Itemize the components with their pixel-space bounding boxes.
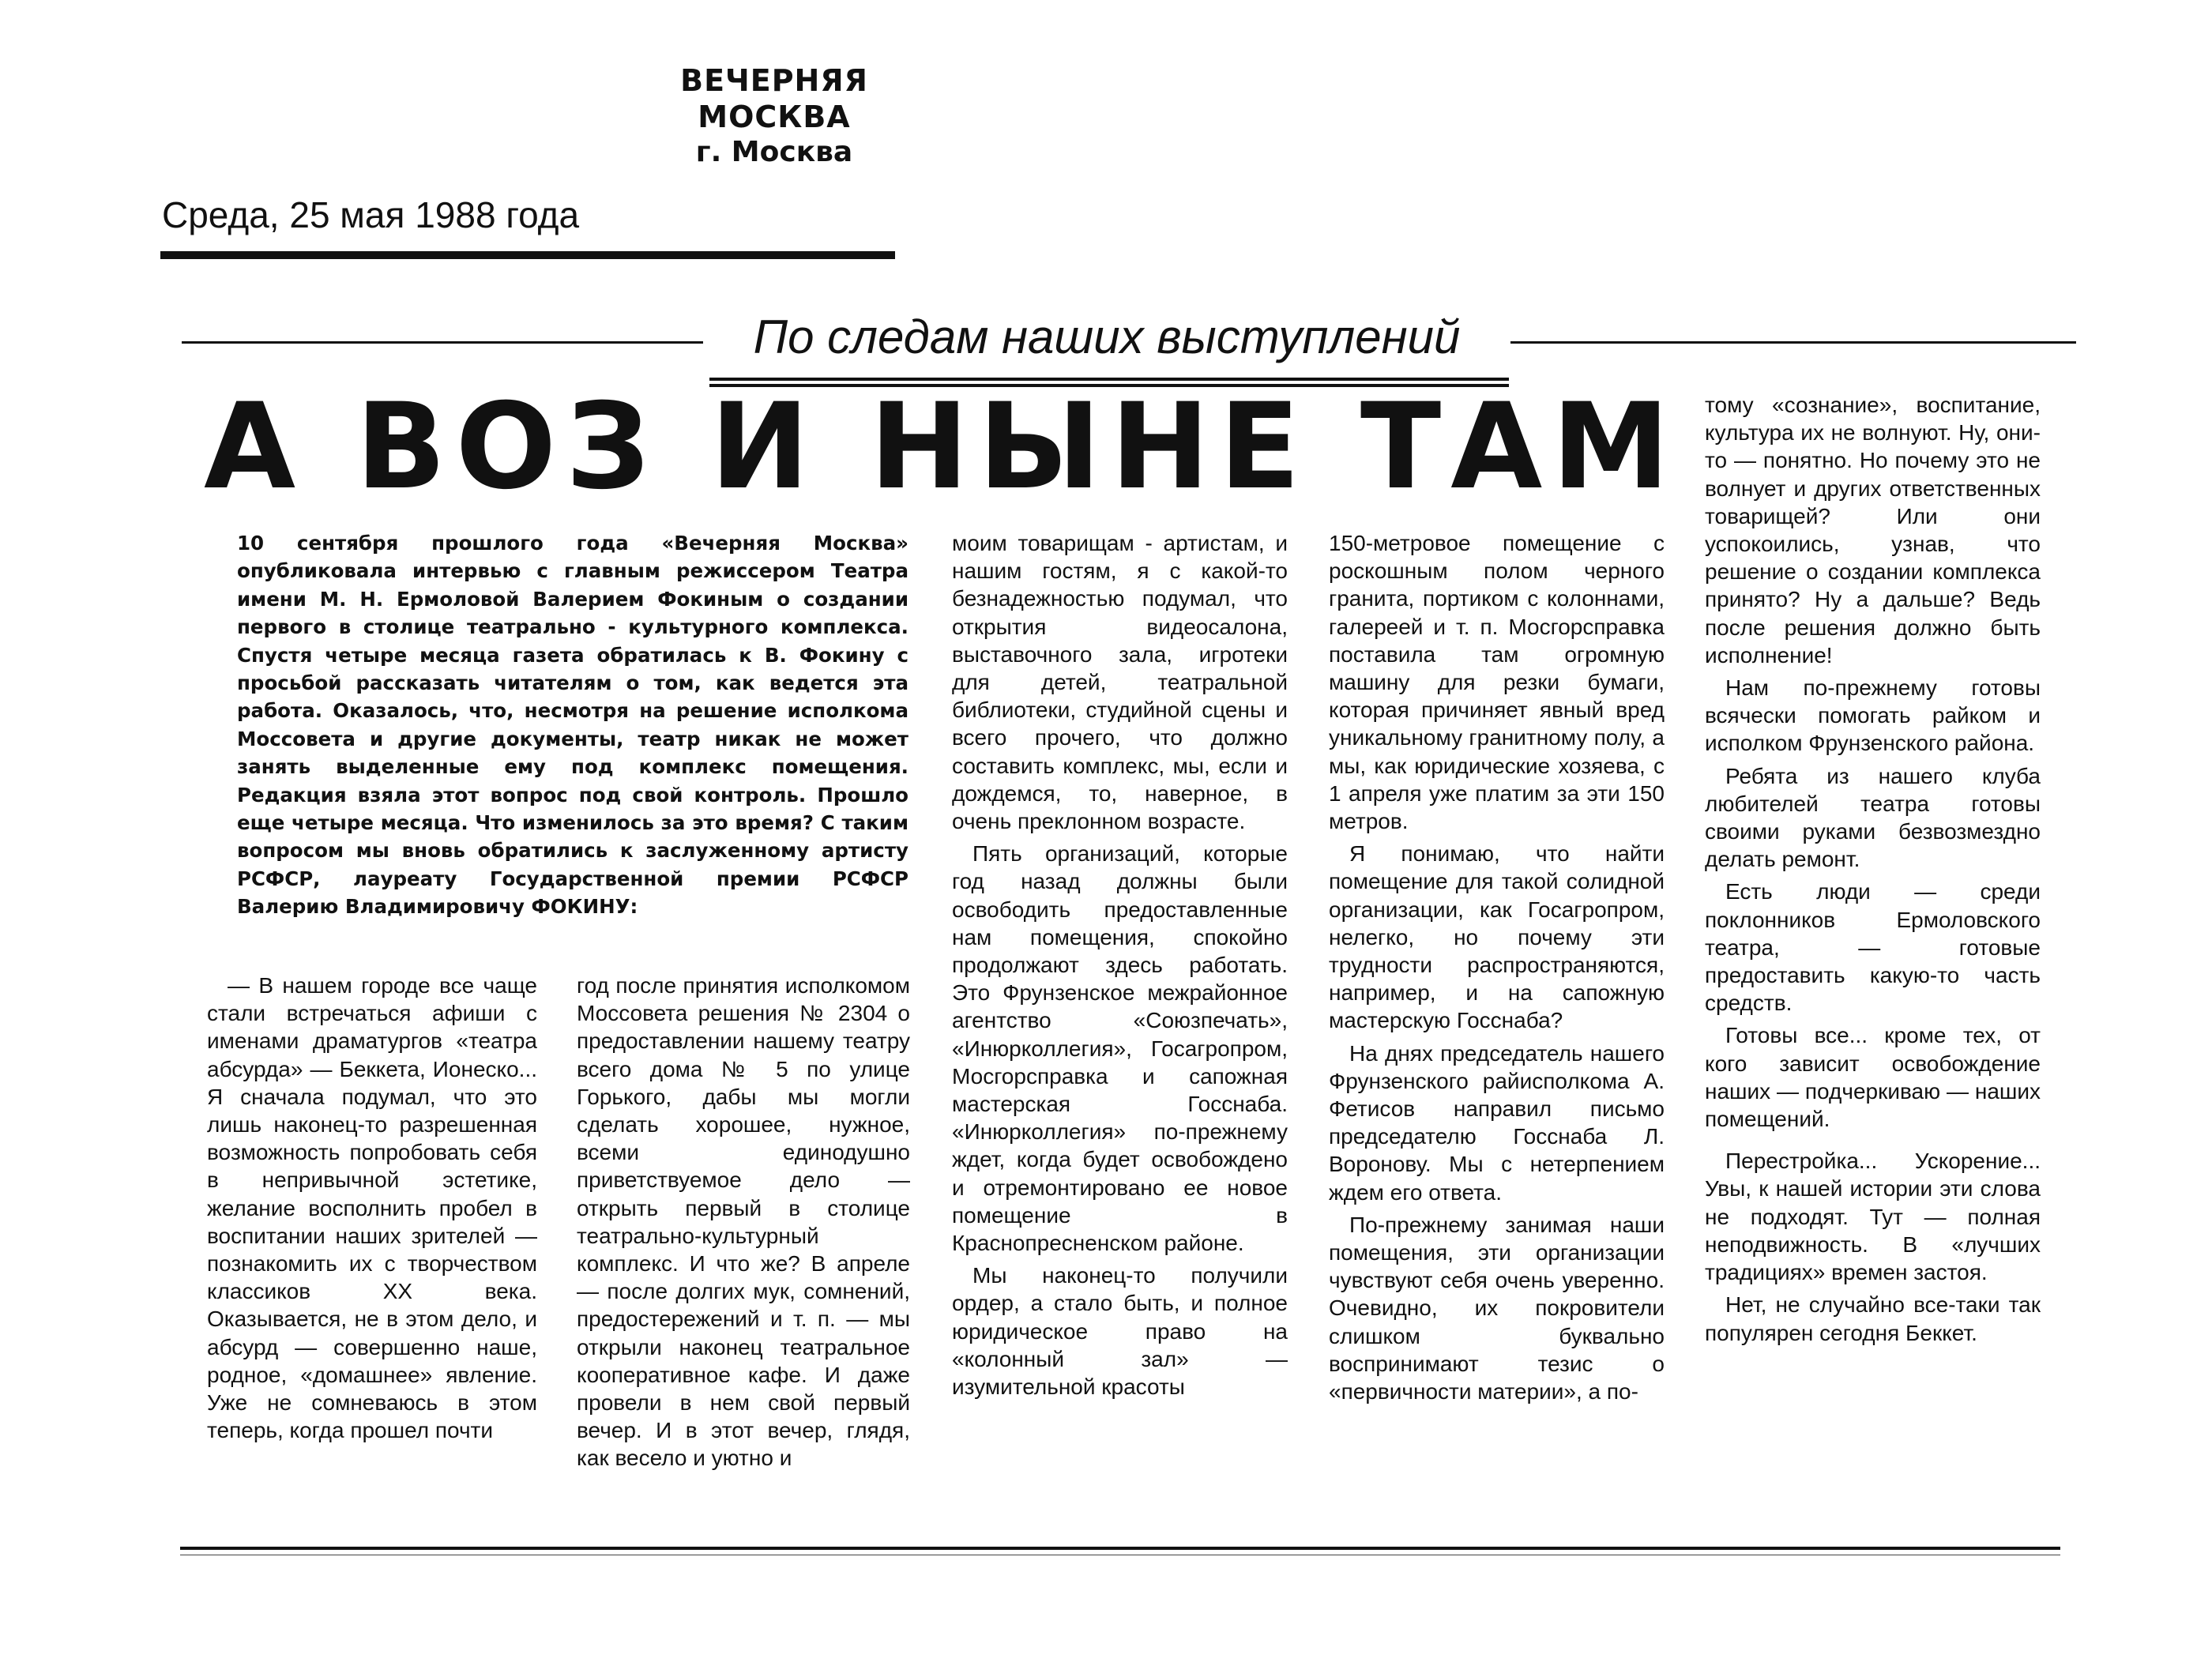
article-column-5 bbox=[1705, 391, 2041, 1347]
article-lead: 10 сентября прошлого года «Вечерняя Москва» опубликовала интервью с главным режиссером Театра имени М. Н. Ермоловой Валерием Фокиным о создании первого в столице театрально - культурного комплекса. Спустя четыре месяца газета обратилась к В. Фокину с просьбой рассказать читателям о том, как ведется эта работа. Оказалось, что, несмотря на решение исполкома Моссовета и другие документы, театр никак не может занять выделенные ему под комплекс помещения. Редакция взяла этот вопрос под свой контроль. Прошло еще четыре месяца. Что изменилось за это время? С таким вопросом мы вновь обратились к заслуженному артисту РСФСР, лауреату Государственной премии РСФСР Валерию Владимировичу ФОКИНУ: bbox=[237, 532, 908, 919]
paragraph: Я понимаю, что найти помещение для такой солидной организации, как Госагропром, нелегко, но почему эти трудности распространяются, например, и на сапожную мастерскую Госснаба? bbox=[1329, 841, 1665, 1033]
paragraph: моим товарищам - артистам, и нашим гостям, я с какой-то безнадежностью подумал, что открытия видеосалона, выставочного зала, игротеки для детей, театральной библиотеки, студийной сцены и всего прочего, что должно составить комплекс, мы, если и дождемся, то, наверное, в очень преклонном возрасте. bbox=[952, 531, 1288, 834]
article-column-3 bbox=[952, 529, 1288, 1401]
stamp-city: г. Москва bbox=[695, 136, 853, 169]
paragraph: 150-метровое помещение с роскошным полом черного гранита, портиком с колоннами, галереей и т. п. Мосгорсправка поставила там огромную машину для резки бумаги, которая причиняет явный вред уникальному гранитному полу, а мы, как юридические хозяева, с 1 апреля уже платим за эти 150 метров. bbox=[1329, 531, 1665, 834]
rubric-rule-right bbox=[1510, 341, 2076, 344]
paragraph: Готовы все... кроме тех, от кого зависит освобождение наших — подчеркиваю — наших помещений. bbox=[1705, 1023, 2041, 1132]
paragraph: На днях председатель нашего Фрунзенского райисполкома А. Фетисов направил письмо председателю Госснаба Л. Воронову. Мы с нетерпением ждем его ответа. bbox=[1329, 1040, 1665, 1205]
article-column-4 bbox=[1329, 529, 1665, 1405]
paragraph: тому «сознание», воспитание, культура их не волнуют. Ну, они-то — понятно. Но почему это не волнует и других ответственных товарищей? Или они успокоились, узнав, что решение о создании комплекса принято? Ну а дальше? Ведь после решения должно быть исполнение! bbox=[1705, 393, 2041, 667]
paragraph: год после принятия исполкомом Моссовета решения № 2304 о предоставлении нашему театру всего дома № 5 по улице Горького, дабы мы могли сделать хорошее, нужное, всеми единодушно приветствуемое дело — открыть первый в столице театрально-культурный комплекс. И что же? В апреле — после долгих мук, сомнений, предостережений и т. п. — мы открыли наконец театральное кооперативное кафе. И даже провели в нем свой первый вечер. И в этот вечер, глядя, как весело и уютно и bbox=[577, 973, 910, 1471]
paragraph: Перестройка... Ускорение... Увы, к нашей истории эти слова не подходят. Тут — полная неподвижность. В «лучших традициях» времен застоя. bbox=[1705, 1149, 2041, 1285]
article-column-1 bbox=[207, 972, 537, 1444]
paragraph: Пять организаций, которые год назад должны были освободить предоставленные нам помещения, спокойно продолжают здесь работать. Это Фрунзенское межрайонное агентство «Союзпечать», «Инюрколлегия», Госагропром, Мосгорсправка и сапожная мастерская Госснаба. «Инюрколлегия» по-прежнему ждет, когда будет освобождено и отремонтировано ее новое помещение в Краснопресненском районе. bbox=[952, 841, 1288, 1256]
paragraph: — В нашем городе все чаще стали встречаться афиши с именами драматургов «театра абсурда» — Беккета, Ионеско... Я сначала подумал, что это лишь наконец-то разрешенная возможность попробовать себя в непривычной эстетике, желание восполнить пробел в воспитании наших зрителей — познакомить их с творчеством классиков XX века. Оказывается, не в этом дело, и абсурд — совершенно наше, родное, «домашнее» явление. Уже не сомневаюсь в этом теперь, когда прошел почти bbox=[207, 973, 537, 1443]
paragraph: По-прежнему занимая наши помещения, эти организации чувствуют себя очень уверенно. Очевидно, их покровители слишком буквально воспринимают тезис о «первичности материи», а по- bbox=[1329, 1212, 1665, 1404]
paragraph: Есть люди — среди поклонников Ермоловского театра, — готовые предоставить какую-то часть средств. bbox=[1705, 879, 2041, 1016]
stamp-newspaper-name: ВЕЧЕРНЯЯ МОСКВА bbox=[680, 63, 868, 134]
rubric-rule-left bbox=[182, 341, 703, 344]
rubric-title: По следам наших выступлений bbox=[753, 310, 1461, 363]
paragraph: Нет, не случайно все-таки так популярен сегодня Беккет. bbox=[1705, 1292, 2041, 1345]
issue-date: Среда, 25 мая 1988 года bbox=[162, 194, 580, 235]
paragraph: Ребята из нашего клуба любителей театра готовы своими руками безвозмездно делать ремонт. bbox=[1705, 763, 2041, 872]
date-divider bbox=[160, 251, 895, 259]
paragraph: Мы наконец-то получили ордер, а стало быть, и полное юридическое право на «колонный зал» — изумительной красоты bbox=[952, 1263, 1288, 1400]
newspaper-stamp bbox=[624, 63, 924, 169]
paragraph: Нам по-прежнему готовы всячески помогать райком и исполком Фрунзенского района. bbox=[1705, 675, 2041, 756]
article-column-2 bbox=[577, 972, 910, 1472]
article-headline: А ВОЗ И НЫНЕ ТАМ bbox=[204, 378, 1680, 516]
bottom-divider bbox=[180, 1547, 2060, 1550]
